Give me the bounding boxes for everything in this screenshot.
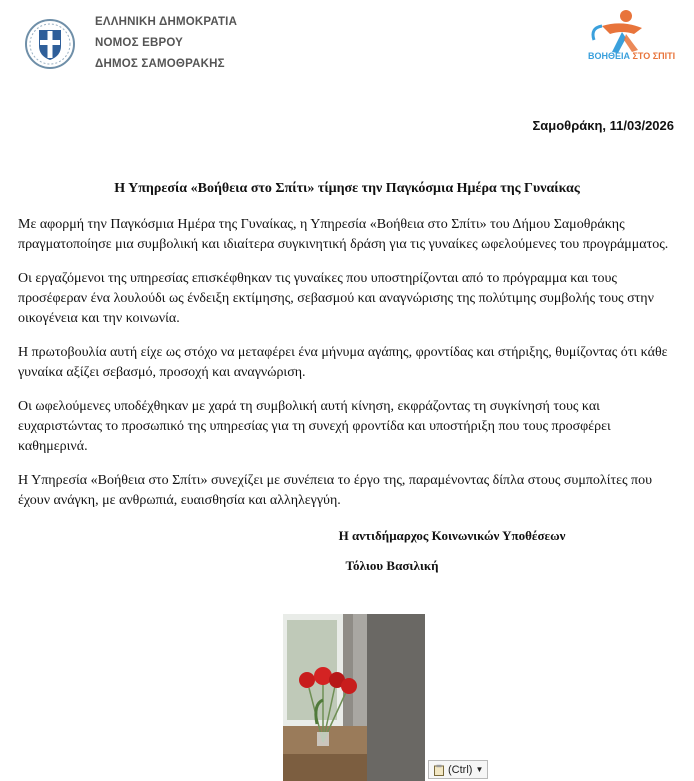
document-date: Σαμοθράκη, 11/03/2026 [532,118,674,133]
roses-photo [283,614,425,781]
issuer-line-municipality: ΔΗΜΟΣ ΣΑΜΟΘΡΑΚΗΣ [95,58,225,70]
document-title: Η Υπηρεσία «Βοήθεια στο Σπίτι» τίμησε την Παγκόσμια Ημέρα της Γυναίκας [114,181,580,196]
document-body [18,215,670,525]
paragraph: Η πρωτοβουλία αυτή είχε ως στόχο να μεταφέρει ένα μήνυμα αγάπης, φροντίδας και στήριξης, θυμίζοντας ότι κάθε γυναίκα αξίζει σεβασμό, προσοχή και αναγνώριση. [18,345,668,380]
signature-name: Τόλιου Βασιλική [345,558,439,573]
issuer-line-country: ΕΛΛΗΝΙΚΗ ΔΗΜΟΚΡΑΤΙΑ [95,16,238,28]
paragraph: Οι εργαζόμενοι της υπηρεσίας επισκέφθηκαν τις γυναίκες που υποστηρίζονται από το πρόγραμμα και τους προσέφεραν ένα λουλούδι ως ένδειξη εκτίμησης, σεβασμού και αναγνώρισης της πολύτιμης συμβολής τους στην οικογένεια και την κοινωνία. [18,271,654,326]
logo-word-home: ΣΤΟ ΣΠΙΤΙ [632,51,676,61]
logo-caption [588,51,676,61]
paragraph: Οι ωφελούμενες υποδέχθηκαν με χαρά τη συμβολική αυτή κίνηση, εκφράζοντας τη συγκίνησή τους και ευχαριστώντας το προσωπικό της υπηρεσίας για τη συνεχή φροντίδα και υποστήριξη που τους προσφέρει καθημερινά. [18,399,611,454]
paste-options-label: (Ctrl) [448,763,473,776]
help-at-home-logo-icon [582,6,660,76]
paragraph: Η Υπηρεσία «Βοήθεια στο Σπίτι» συνεχίζει με συνέπεια το έργο της, παραμένοντας δίπλα στους συμπολίτες που έχουν ανάγκη, με ανθρωπιά, ευαισθησία και αλληλεγγύη. [18,473,653,508]
clipboard-icon [433,764,445,776]
issuer-block [95,12,237,75]
issuer-line-prefecture: ΝΟΜΟΣ ΕΒΡΟΥ [95,37,184,49]
greek-coat-of-arms-icon [24,18,76,70]
signature-role: Η αντιδήμαρχος Κοινωνικών Υποθέσεων [338,528,566,543]
letterhead [0,0,694,110]
paragraph: Με αφορμή την Παγκόσμια Ημέρα της Γυναίκας, η Υπηρεσία «Βοήθεια στο Σπίτι» του Δήμου Σαμοθράκης πραγματοποίησε μια συμβολική και ιδιαίτερα συγκινητική δράση για τις γυναίκες ωφελούμενες του προγράμματος. [18,217,669,252]
paste-options-button[interactable] [428,760,488,779]
dropdown-arrow-icon: ▼ [475,765,484,774]
logo-word-help: ΒΟΗΘΕΙΑ [588,51,631,61]
